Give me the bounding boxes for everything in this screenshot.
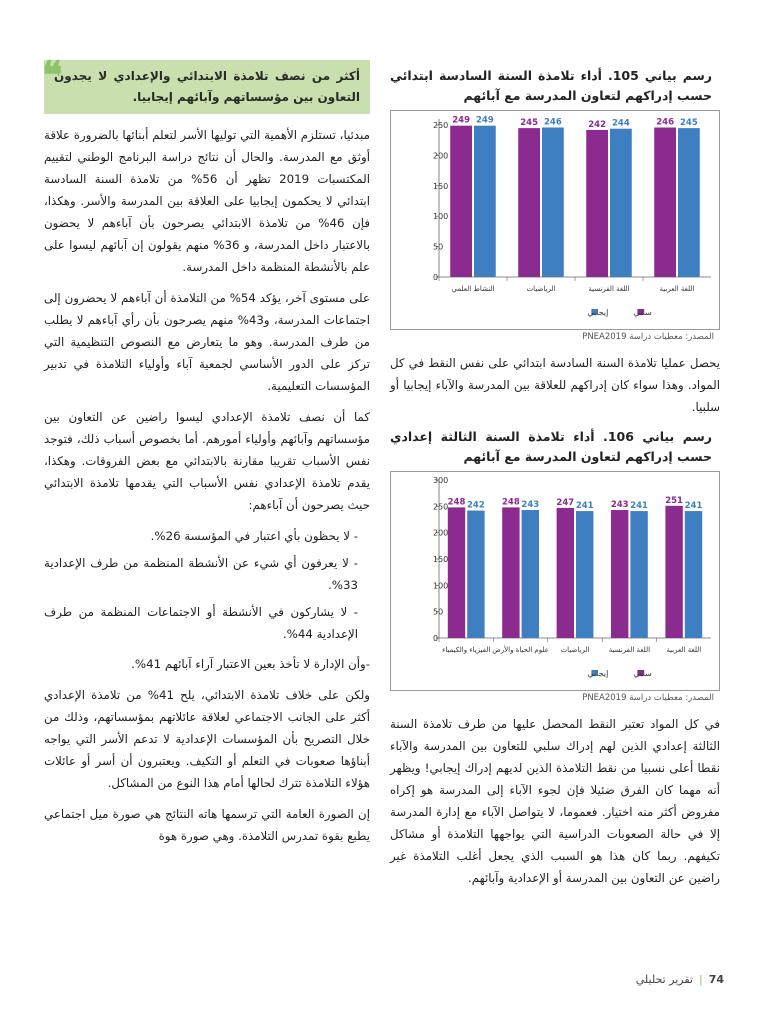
- bar-value-label: 243: [521, 500, 540, 511]
- y-tick-label: 150: [433, 555, 449, 564]
- x-tick-label: اللغة الفرنسية: [588, 285, 630, 293]
- bar: [542, 128, 564, 277]
- x-tick-label: الرياضيات: [526, 285, 556, 293]
- paragraph: إن الصورة العامة التي ترسمها هاته النتائج هي صورة ميل اجتماعي يطبع بقوة تمدرس التلامذة. وهي صورة هوة: [44, 807, 370, 843]
- bar-value-label: 242: [467, 500, 485, 511]
- chart-105: [390, 110, 720, 330]
- x-tick-label: اللغة الفرنسية: [608, 646, 651, 654]
- bar-value-label: 241: [684, 501, 703, 512]
- paragraph: على مستوى آخر، يؤكد 54% من التلامذة أن آباءهم لا يحضرون إلى اجتماعات المدرسة، و43% منهم يصرحون بأن رأي آباءهم لا يطلب من طرف المدرسة. وهو ما يتعارض مع النصوص التنظيمية التي تركز على الدور الأساسي لجمعية آباء وأولياء التلامذة في تدبير المؤسسات التعليمية.: [44, 291, 370, 393]
- y-tick-label: 300: [433, 476, 449, 485]
- legend-label: إيجابي: [587, 308, 609, 317]
- chart-106-title: رسم بياني 106. أداء تلامذة السنة الثالثة إعدادي حسب إدراكهم لتعاون المدرسة مع آبائهم: [390, 429, 712, 464]
- y-tick-label: 150: [433, 181, 449, 191]
- chart-105-source: المصدر: معطيات دراسة PNEA2019: [582, 332, 714, 342]
- list-item: - لا يشاركون في الأنشطة أو الاجتماعات المنظمة من طرف الإعدادية 44%.: [44, 601, 358, 645]
- bar: [502, 507, 519, 638]
- bar-value-label: 248: [502, 497, 520, 508]
- bar-value-label: 244: [612, 118, 630, 129]
- y-tick-label: 100: [433, 212, 449, 222]
- bar-value-label: 249: [476, 115, 494, 126]
- bar: [611, 510, 628, 638]
- list-item: - لا يعرفون أي شيء عن الأنشطة المنظمة من طرف الإعدادية 33%.: [44, 552, 358, 596]
- chart-106-svg: [409, 472, 719, 690]
- right-column: [390, 60, 720, 898]
- bar-value-label: 241: [575, 501, 594, 512]
- y-tick-label: 100: [433, 581, 449, 591]
- x-tick-label: الرياضيات: [560, 646, 590, 654]
- bar: [576, 511, 593, 638]
- y-tick-label: 0: [433, 273, 439, 282]
- bar-value-label: 245: [680, 118, 698, 129]
- bar: [654, 128, 676, 277]
- paragraph: كما أن نصف تلامذة الإعدادي ليسوا راضين عن التعاون بين مؤسساتهم وآبائهم وأولياء أمورهم. أما بخصوص أسباب ذلك، فتوجد نفس الأسباب تقريبا مقارنة بالابتدائي مع بعض الفروقات. وهكذا، يقدم تلامذة الإعدادي نفس الأسباب التي يقدمها تلامذة الابتدائي حيث يصرحون أن آباءهم:: [44, 410, 370, 512]
- bar: [518, 128, 540, 277]
- bar-value-label: 241: [630, 501, 648, 512]
- x-tick-label: الفيزياء والكيمياء: [442, 646, 491, 654]
- chart-106-source: المصدر: معطيات دراسة PNEA2019: [582, 693, 714, 703]
- y-tick-label: 250: [433, 121, 449, 131]
- footer-label: تقرير تحليلي: [635, 973, 693, 986]
- bar-value-label: 246: [656, 117, 674, 128]
- y-tick-label: 250: [433, 502, 449, 512]
- bar: [685, 511, 702, 638]
- legend-label: إيجابي: [587, 669, 609, 678]
- x-tick-label: النشاط العلمي: [451, 285, 495, 293]
- x-tick-label: علوم الحياة والأرض: [492, 646, 549, 654]
- bar: [630, 511, 647, 638]
- paragraph: ولكن على خلاف تلامذة الابتدائي، يلح 41% من تلامذة الإعدادي أكثر على الجانب الاجتماعي لعلاقة عائلاتهم بمؤسساتهم، وذلك من خلال التصريح بأن المؤسسات الإعدادية لا تدعم الأسر التي يواجه أبناؤها صعوبات في التعلم أو التكيف. ويعتبرون أن أسر أو عائلات هؤلاء التلامذة تترك لحالها أمام هذا النوع من المشاكل.: [44, 688, 370, 790]
- bar: [448, 507, 465, 638]
- bar-value-label: 247: [556, 497, 575, 508]
- bar-value-label: 245: [520, 118, 538, 129]
- chart-105-commentary: يحصل عمليا تلامذة السنة السادسة ابتدائي على نفس النقط في كل المواد. وهذا سواء كان إدراكهم للعلاقة بين المدرسة والآباء إيجابيا أو سلبيا.: [390, 356, 720, 414]
- bar: [610, 129, 632, 277]
- bar-value-label: 242: [588, 119, 606, 130]
- chart-105-title: رسم بياني 105. أداء تلامذة السنة السادسة ابتدائي حسب إدراكهم لتعاون المدرسة مع آبائهم: [390, 68, 712, 103]
- legend-label: سلبي: [633, 308, 652, 317]
- legend-label: سلبي: [633, 669, 652, 678]
- page-number: 74: [708, 973, 724, 986]
- y-tick-label: 0: [433, 634, 439, 643]
- bar: [450, 126, 472, 277]
- chart-106-commentary: في كل المواد تعتبر النقط المحصل عليها من طرف تلامذة السنة الثالثة إعدادي الذين لهم إدراك سلبي للتعاون بين المدرسة والآباء نقطا أعلى نسبيا من نقط التلامذة الذين لديهم إدراك إيجابي! ويظهر أنه مهما كان الفرق ضئيلا فإن لجوء الآباء إلى المدرسة هو إكراه مفروض أكثر منه اختيار. فعموما، لا يتواصل الآباء مع إدارة المدرسة إلا في حالة الصعوبات الدراسية التي يواجهها التلامذة أو مشاكل تكيفهم. ربما كان هذا هو السبب الذي يجعل أغلب التلامذة غير راضين عن التعاون بين المدرسة أو الإعدادية وآبائهم.: [390, 717, 720, 885]
- list-item: - لا يحظون بأي اعتبار في المؤسسة 26%.: [44, 525, 358, 547]
- bar-value-label: 248: [447, 497, 466, 508]
- bar: [678, 128, 700, 277]
- chart-105-svg: [409, 111, 719, 329]
- bar-value-label: 246: [544, 117, 562, 128]
- chart-106: [390, 471, 720, 691]
- bar: [474, 126, 496, 277]
- page-footer: [636, 973, 724, 986]
- footer-divider: |: [698, 973, 703, 986]
- y-tick-label: 50: [433, 242, 444, 252]
- y-tick-label: 50: [433, 607, 444, 617]
- x-tick-label: اللغة العربية: [659, 285, 695, 293]
- y-tick-label: 200: [433, 151, 449, 161]
- bar: [557, 508, 574, 638]
- paragraph: مبدئيا، تستلزم الأهمية التي توليها الأسر لتعلم أبنائها بالضرورة علاقة أوثق مع المدرسة. والحال أن نتائج دراسة البرنامج الوطني لتقييم المكتسبات 2019 تظهر أن 56% من تلامذة السنة السادسة ابتدائي لا يحكمون إيجابيا على العلاقة بين المدرسة والأسر. وهكذا، فإن 46% من تلامذة الابتدائي يصرحون بأن آباءهم لا يحضون بالاعتبار داخل المدرسة، و 36% منهم يقولون إن آبائهم ليسوا على علم بالأنشطة المنظمة داخل المدرسة.: [44, 128, 370, 274]
- bar: [467, 511, 484, 638]
- reasons-list: [44, 525, 370, 645]
- quote-mark-icon: ❝: [42, 52, 63, 97]
- pull-quote-text: أكثر من نصف تلامذة الابتدائي والإعدادي لا يجدون التعاون بين مؤسساتهم وآبائهم إيجابيا.: [54, 69, 360, 104]
- bar: [586, 130, 608, 277]
- bar-value-label: 249: [452, 115, 470, 126]
- bar: [522, 510, 539, 638]
- left-column: [42, 52, 370, 856]
- paragraph: -وأن الإدارة لا تأخذ بعين الاعتبار آراء آبائهم 41%.: [131, 657, 370, 671]
- pull-quote: [42, 52, 370, 114]
- bar-value-label: 243: [610, 500, 629, 511]
- bar: [665, 506, 682, 638]
- bar-value-label: 251: [665, 495, 683, 506]
- y-tick-label: 200: [433, 528, 449, 538]
- x-tick-label: اللغة العربية: [666, 646, 702, 654]
